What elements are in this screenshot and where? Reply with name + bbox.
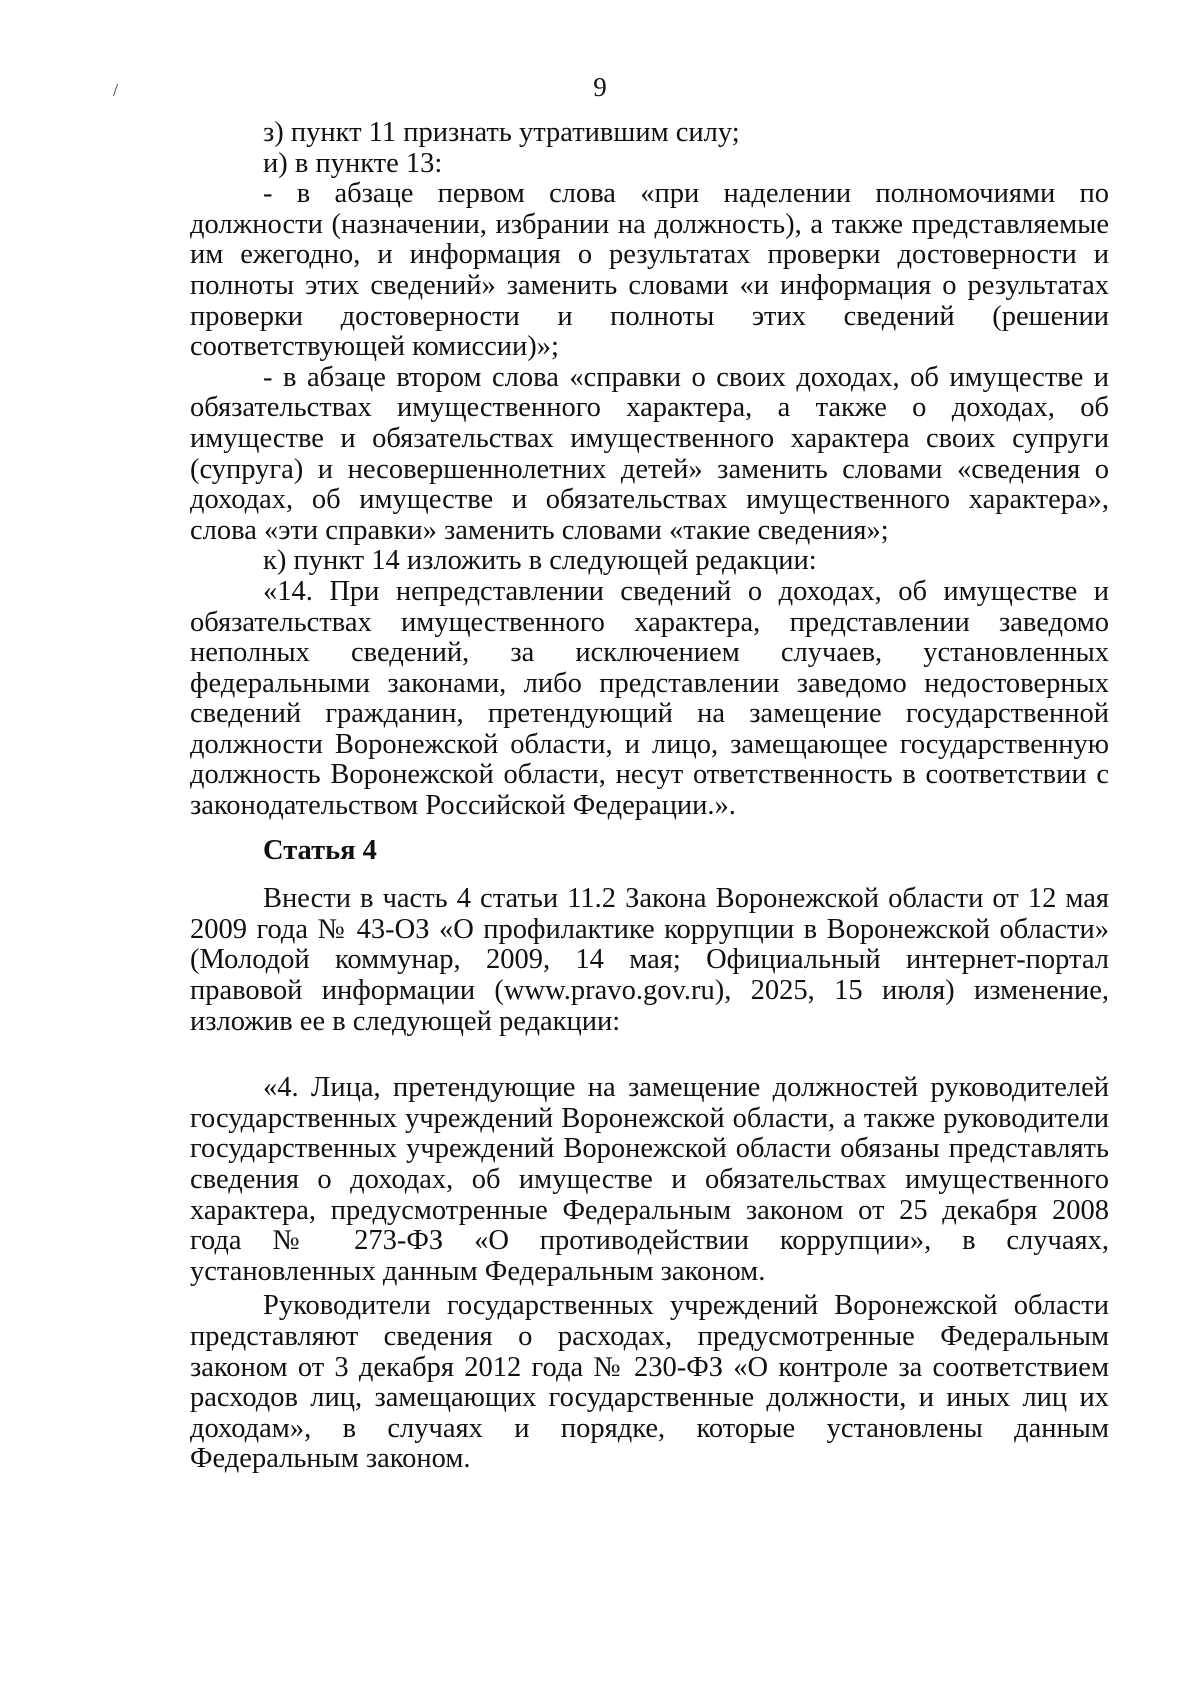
- paragraph-abzac-1: - в абзаце первом слова «при наделении полномочиями по должности (назначении, избрании на должность), а также представляемые им ежегодно, и информация о результатах проверки достоверности и полноты этих сведений» заменить словами «и информация о результатах проверки достоверности и полноты этих сведений (решении соответствующей комиссии)»;: [190, 178, 1109, 363]
- paragraph-abzac-2: - в абзаце втором слова «справки о своих доходах, об имуществе и обязательствах имущественного характера, а также о доходах, об имуществе и обязательствах имущественного характера своих супруги (супруга) и несовершеннолетних детей» заменить словами «сведения о доходах, об имуществе и обязательствах имущественного характера», слова «эти справки» заменить словами «такие сведения»;: [190, 361, 1109, 546]
- paragraph-k: к) пункт 14 изложить в следующей редакции:: [263, 545, 817, 577]
- article-paragraph-intro: Внести в часть 4 статьи 11.2 Закона Воронежской области от 12 мая 2009 года № 43-ОЗ «О профилактике коррупции в Воронежской области» (Молодой коммунар, 2009, 14 мая; Официальный интернет-портал правовой информации (www.pravo.gov.ru), 2025, 15 июля) изменение, изложив ее в следующей редакции:: [190, 883, 1109, 1037]
- document-body: [190, 118, 1109, 1475]
- paragraph-14: «14. При непредставлении сведений о доходах, об имуществе и обязательствах имущественного характера, представлении заведомо неполных сведений, за исключением случаев, установленных федеральными законами, либо представлении заведомо недостоверных сведений гражданин, претендующий на замещение государственной должности Воронежской области, и лицо, замещающее государственную должность Воронежской области, несут ответственность в соответствии с законодательством Российской Федерации.».: [190, 575, 1109, 822]
- article-paragraph-heads: Руководители государственных учреждений Воронежской области представляют сведения о расходах, предусмотренные Федеральным законом от 3 декабря 2012 года № 230-ФЗ «О контроле за соответствием расходов лиц, замещающих государственные должности, и иных лиц их доходам», в случаях и порядке, которые установлены данным Федеральным законом.: [190, 1290, 1109, 1475]
- article-paragraph-4: «4. Лица, претендующие на замещение должностей руководителей государственных учреждений Воронежской области, а также руководители государственных учреждений Воронежской области обязаны представлять сведения о доходах, об имуществе и обязательствах имущественного характера, предусмотренные Федеральным законом от 25 декабря 2008 года № 273-ФЗ «О противодействии коррупции», в случаях, установленных данным Федеральным законом.: [190, 1072, 1109, 1287]
- corner-mark: /: [113, 80, 119, 100]
- page-number: 9: [593, 72, 607, 102]
- paragraph-z: з) пункт 11 признать утратившим силу;: [263, 117, 740, 148]
- paragraph-i: и) в пункте 13:: [263, 147, 443, 179]
- article-heading: Статья 4: [263, 834, 377, 866]
